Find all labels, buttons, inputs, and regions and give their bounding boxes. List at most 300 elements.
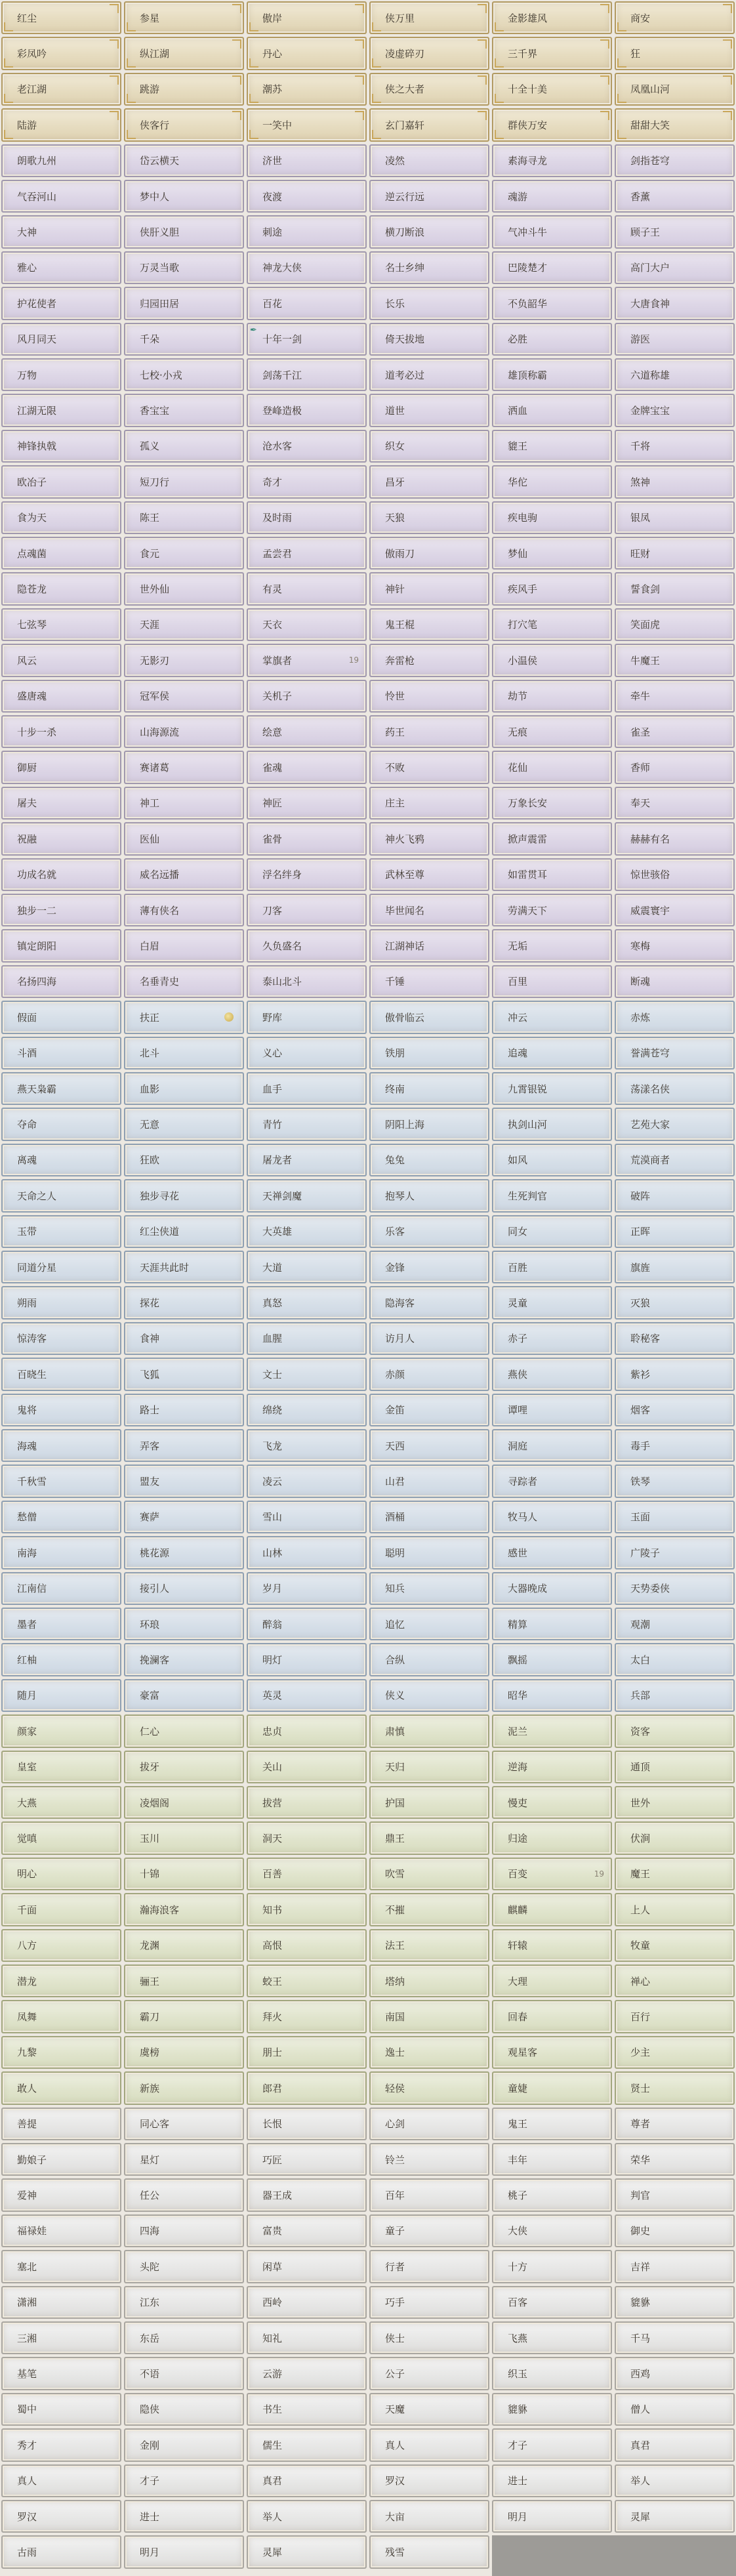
title-cell[interactable] <box>124 1893 244 1926</box>
title-cell[interactable] <box>369 1394 489 1426</box>
title-cell[interactable] <box>247 1643 367 1676</box>
title-cell[interactable] <box>247 2250 367 2283</box>
title-cell[interactable] <box>369 2428 489 2461</box>
title-cell[interactable] <box>369 1358 489 1390</box>
title-cell[interactable] <box>1 787 121 820</box>
title-cell[interactable] <box>369 2000 489 2033</box>
title-cell[interactable] <box>124 465 244 498</box>
title-cell[interactable] <box>492 858 612 891</box>
title-cell[interactable] <box>369 1501 489 1533</box>
title-cell[interactable] <box>1 465 121 498</box>
title-cell[interactable] <box>369 1536 489 1569</box>
title-cell[interactable] <box>1 394 121 426</box>
title-cell[interactable] <box>124 501 244 534</box>
title-cell[interactable] <box>615 465 735 498</box>
title-cell[interactable] <box>124 1394 244 1426</box>
title-cell[interactable] <box>492 2143 612 2176</box>
title-cell[interactable] <box>124 1714 244 1747</box>
title-cell[interactable] <box>247 1572 367 1605</box>
title-cell[interactable] <box>615 287 735 320</box>
title-cell[interactable] <box>1 1251 121 1283</box>
title-cell[interactable] <box>369 323 489 356</box>
title-cell[interactable] <box>1 1286 121 1319</box>
title-cell[interactable] <box>615 1643 735 1676</box>
title-cell[interactable] <box>124 929 244 962</box>
title-cell[interactable] <box>124 1358 244 1390</box>
title-cell[interactable] <box>369 644 489 676</box>
title-cell[interactable] <box>615 1608 735 1640</box>
title-cell[interactable] <box>247 894 367 926</box>
title-cell[interactable] <box>615 894 735 926</box>
title-cell[interactable] <box>615 1821 735 1854</box>
title-cell[interactable] <box>492 787 612 820</box>
title-cell[interactable] <box>492 2357 612 2390</box>
title-cell[interactable] <box>124 2036 244 2069</box>
title-cell[interactable] <box>615 2250 735 2283</box>
title-cell[interactable] <box>615 2464 735 2497</box>
title-cell[interactable] <box>369 1751 489 1783</box>
title-cell[interactable] <box>1 2071 121 2104</box>
title-cell[interactable] <box>1 1572 121 1605</box>
title-cell[interactable] <box>492 501 612 534</box>
title-cell[interactable] <box>615 1786 735 1819</box>
title-cell[interactable] <box>492 215 612 248</box>
title-cell[interactable] <box>1 1714 121 1747</box>
title-cell[interactable] <box>1 1751 121 1783</box>
title-cell[interactable] <box>615 1037 735 1070</box>
title-cell[interactable] <box>124 108 244 141</box>
title-cell[interactable] <box>615 2071 735 2104</box>
title-cell[interactable] <box>1 180 121 213</box>
title-cell[interactable] <box>1 501 121 534</box>
title-cell[interactable] <box>247 1215 367 1248</box>
title-cell[interactable] <box>369 1001 489 1033</box>
title-cell[interactable] <box>247 323 367 356</box>
title-cell[interactable] <box>492 465 612 498</box>
title-cell[interactable] <box>492 323 612 356</box>
title-cell[interactable] <box>247 1501 367 1533</box>
title-cell[interactable] <box>1 894 121 926</box>
title-cell[interactable] <box>369 1072 489 1105</box>
title-cell[interactable] <box>492 1643 612 1676</box>
title-cell[interactable] <box>124 858 244 891</box>
title-cell[interactable] <box>1 108 121 141</box>
title-cell[interactable] <box>369 787 489 820</box>
title-cell[interactable] <box>124 2464 244 2497</box>
title-cell[interactable] <box>369 215 489 248</box>
title-cell[interactable] <box>615 144 735 177</box>
title-cell[interactable] <box>615 1251 735 1283</box>
title-cell[interactable] <box>124 1858 244 1890</box>
title-cell[interactable] <box>1 73 121 106</box>
title-cell[interactable] <box>1 1858 121 1890</box>
title-cell[interactable] <box>247 644 367 676</box>
title-cell[interactable] <box>369 1821 489 1854</box>
title-cell[interactable] <box>1 2428 121 2461</box>
title-cell[interactable] <box>247 215 367 248</box>
title-cell[interactable] <box>369 430 489 463</box>
title-cell[interactable] <box>1 929 121 962</box>
title-cell[interactable] <box>247 1679 367 1712</box>
title-cell[interactable] <box>492 251 612 284</box>
title-cell[interactable] <box>369 1215 489 1248</box>
title-cell[interactable] <box>369 501 489 534</box>
title-cell[interactable] <box>492 1679 612 1712</box>
title-cell[interactable] <box>615 323 735 356</box>
title-cell[interactable] <box>615 2428 735 2461</box>
title-cell[interactable] <box>615 215 735 248</box>
title-cell[interactable] <box>615 1072 735 1105</box>
title-cell[interactable] <box>369 1179 489 1212</box>
title-cell[interactable] <box>247 1465 367 1497</box>
title-cell[interactable] <box>124 715 244 748</box>
title-cell[interactable] <box>124 1751 244 1783</box>
title-cell[interactable] <box>369 1893 489 1926</box>
title-cell[interactable] <box>615 715 735 748</box>
title-cell[interactable] <box>124 1286 244 1319</box>
title-cell[interactable] <box>124 1 244 34</box>
title-cell[interactable] <box>615 1 735 34</box>
title-cell[interactable] <box>247 1322 367 1355</box>
title-cell[interactable] <box>492 2250 612 2283</box>
title-cell[interactable] <box>247 144 367 177</box>
title-cell[interactable] <box>247 1144 367 1176</box>
title-cell[interactable] <box>1 537 121 570</box>
title-cell[interactable] <box>615 358 735 391</box>
title-cell[interactable] <box>247 73 367 106</box>
title-cell[interactable] <box>492 929 612 962</box>
title-cell[interactable] <box>1 215 121 248</box>
title-cell[interactable] <box>492 894 612 926</box>
title-cell[interactable] <box>1 1001 121 1033</box>
title-cell[interactable] <box>615 1108 735 1140</box>
title-cell[interactable] <box>615 1714 735 1747</box>
title-cell[interactable] <box>615 251 735 284</box>
title-cell[interactable] <box>247 1 367 34</box>
title-cell[interactable] <box>369 965 489 998</box>
title-cell[interactable] <box>1 2178 121 2211</box>
title-cell[interactable] <box>369 1108 489 1140</box>
title-cell[interactable] <box>124 680 244 713</box>
title-cell[interactable] <box>1 680 121 713</box>
title-cell[interactable] <box>124 1821 244 1854</box>
title-cell[interactable] <box>247 715 367 748</box>
title-cell[interactable] <box>492 108 612 141</box>
title-cell[interactable] <box>247 358 367 391</box>
title-cell[interactable] <box>124 37 244 70</box>
title-cell[interactable] <box>492 2108 612 2140</box>
title-cell[interactable] <box>615 1394 735 1426</box>
title-cell[interactable] <box>492 2071 612 2104</box>
title-cell[interactable] <box>1 822 121 855</box>
title-cell[interactable] <box>369 2500 489 2533</box>
title-cell[interactable] <box>124 1501 244 1533</box>
title-cell[interactable] <box>615 1572 735 1605</box>
title-cell[interactable] <box>1 1608 121 1640</box>
title-cell[interactable] <box>1 1536 121 1569</box>
title-cell[interactable] <box>1 2535 121 2568</box>
title-cell[interactable] <box>124 1608 244 1640</box>
title-cell[interactable] <box>247 965 367 998</box>
title-cell[interactable] <box>124 1536 244 1569</box>
title-cell[interactable] <box>247 1001 367 1033</box>
title-cell[interactable] <box>369 1465 489 1497</box>
title-cell[interactable] <box>124 1679 244 1712</box>
title-cell[interactable] <box>247 465 367 498</box>
title-cell[interactable] <box>492 430 612 463</box>
title-cell[interactable] <box>124 215 244 248</box>
title-cell[interactable] <box>492 1215 612 1248</box>
title-cell[interactable] <box>492 2464 612 2497</box>
title-cell[interactable] <box>247 1536 367 1569</box>
title-cell[interactable] <box>615 1751 735 1783</box>
title-cell[interactable] <box>369 2214 489 2247</box>
title-cell[interactable] <box>369 1572 489 1605</box>
title-cell[interactable] <box>369 608 489 641</box>
title-cell[interactable] <box>369 1643 489 1676</box>
title-cell[interactable] <box>615 1679 735 1712</box>
title-cell[interactable] <box>247 1358 367 1390</box>
title-cell[interactable] <box>369 822 489 855</box>
title-cell[interactable] <box>492 73 612 106</box>
title-cell[interactable] <box>1 1429 121 1462</box>
title-cell[interactable] <box>124 73 244 106</box>
title-cell[interactable] <box>1 251 121 284</box>
title-cell[interactable] <box>492 1 612 34</box>
title-cell[interactable] <box>492 2428 612 2461</box>
title-cell[interactable] <box>247 1608 367 1640</box>
title-cell[interactable] <box>124 822 244 855</box>
title-cell[interactable] <box>247 680 367 713</box>
title-cell[interactable] <box>1 2393 121 2426</box>
title-cell[interactable] <box>492 644 612 676</box>
title-cell[interactable] <box>492 1536 612 1569</box>
title-cell[interactable] <box>492 1608 612 1640</box>
title-cell[interactable] <box>124 1465 244 1497</box>
title-cell[interactable] <box>492 751 612 783</box>
title-cell[interactable] <box>1 2357 121 2390</box>
title-cell[interactable] <box>369 2321 489 2354</box>
title-cell[interactable] <box>124 1572 244 1605</box>
title-cell[interactable] <box>369 358 489 391</box>
title-cell[interactable] <box>247 1251 367 1283</box>
title-cell[interactable] <box>369 858 489 891</box>
title-cell[interactable] <box>369 108 489 141</box>
title-cell[interactable] <box>369 180 489 213</box>
title-cell[interactable] <box>247 2214 367 2247</box>
title-cell[interactable] <box>492 1394 612 1426</box>
title-cell[interactable] <box>492 2500 612 2533</box>
title-cell[interactable] <box>1 2108 121 2140</box>
title-cell[interactable] <box>492 1964 612 1997</box>
title-cell[interactable] <box>615 180 735 213</box>
title-cell[interactable] <box>247 572 367 605</box>
title-cell[interactable] <box>369 1714 489 1747</box>
title-cell[interactable] <box>369 1144 489 1176</box>
title-cell[interactable] <box>492 1465 612 1497</box>
title-cell[interactable] <box>615 1322 735 1355</box>
title-cell[interactable] <box>492 715 612 748</box>
title-cell[interactable] <box>615 751 735 783</box>
title-cell[interactable] <box>492 1821 612 1854</box>
title-cell[interactable] <box>247 37 367 70</box>
title-cell[interactable] <box>124 1001 244 1033</box>
title-cell[interactable] <box>247 2000 367 2033</box>
title-cell[interactable] <box>247 2500 367 2533</box>
title-cell[interactable] <box>124 1786 244 1819</box>
title-cell[interactable] <box>492 2321 612 2354</box>
title-cell[interactable] <box>124 2535 244 2568</box>
title-cell[interactable] <box>615 537 735 570</box>
title-cell[interactable] <box>492 2214 612 2247</box>
title-cell[interactable] <box>247 2036 367 2069</box>
title-cell[interactable] <box>492 680 612 713</box>
title-cell[interactable] <box>492 2286 612 2319</box>
title-cell[interactable] <box>1 1037 121 1070</box>
title-cell[interactable] <box>369 144 489 177</box>
title-cell[interactable] <box>247 180 367 213</box>
title-cell[interactable] <box>1 1394 121 1426</box>
title-cell[interactable] <box>369 894 489 926</box>
title-cell[interactable] <box>1 323 121 356</box>
title-cell[interactable] <box>1 1501 121 1533</box>
title-cell[interactable] <box>247 2321 367 2354</box>
title-cell[interactable] <box>1 751 121 783</box>
title-cell[interactable] <box>1 608 121 641</box>
title-cell[interactable] <box>124 323 244 356</box>
title-cell[interactable] <box>369 1037 489 1070</box>
title-cell[interactable] <box>247 1037 367 1070</box>
title-cell[interactable] <box>247 2143 367 2176</box>
title-cell[interactable] <box>1 1929 121 1962</box>
title-cell[interactable] <box>492 1001 612 1033</box>
title-cell[interactable] <box>615 2178 735 2211</box>
title-cell[interactable] <box>492 1858 612 1890</box>
title-cell[interactable] <box>492 965 612 998</box>
title-cell[interactable] <box>492 144 612 177</box>
title-cell[interactable] <box>492 572 612 605</box>
title-cell[interactable] <box>369 2108 489 2140</box>
title-cell[interactable] <box>615 394 735 426</box>
title-cell[interactable] <box>369 2178 489 2211</box>
title-cell[interactable] <box>124 2108 244 2140</box>
title-cell[interactable] <box>369 1429 489 1462</box>
title-cell[interactable] <box>615 1929 735 1962</box>
title-cell[interactable] <box>247 751 367 783</box>
title-cell[interactable] <box>492 1714 612 1747</box>
title-cell[interactable] <box>369 1322 489 1355</box>
title-cell[interactable] <box>615 2357 735 2390</box>
title-cell[interactable] <box>247 2535 367 2568</box>
title-cell[interactable] <box>492 1501 612 1533</box>
title-cell[interactable] <box>492 1429 612 1462</box>
title-cell[interactable] <box>615 1286 735 1319</box>
title-cell[interactable] <box>247 1751 367 1783</box>
title-cell[interactable] <box>1 1072 121 1105</box>
title-cell[interactable] <box>492 394 612 426</box>
title-cell[interactable] <box>124 180 244 213</box>
title-cell[interactable] <box>369 1251 489 1283</box>
title-cell[interactable] <box>369 1286 489 1319</box>
title-cell[interactable] <box>492 2393 612 2426</box>
title-cell[interactable] <box>124 2500 244 2533</box>
title-cell[interactable] <box>247 1821 367 1854</box>
title-cell[interactable] <box>615 1858 735 1890</box>
title-cell[interactable] <box>124 394 244 426</box>
title-cell[interactable] <box>247 2464 367 2497</box>
title-cell[interactable] <box>124 1251 244 1283</box>
title-cell[interactable] <box>369 680 489 713</box>
title-cell[interactable] <box>492 1072 612 1105</box>
title-cell[interactable] <box>247 1858 367 1890</box>
title-cell[interactable] <box>492 1751 612 1783</box>
title-cell[interactable] <box>369 394 489 426</box>
title-cell[interactable] <box>615 2036 735 2069</box>
title-cell[interactable] <box>247 1108 367 1140</box>
title-cell[interactable] <box>615 1358 735 1390</box>
title-cell[interactable] <box>1 2500 121 2533</box>
title-cell[interactable] <box>615 1215 735 1248</box>
title-cell[interactable] <box>124 537 244 570</box>
title-cell[interactable] <box>124 894 244 926</box>
title-cell[interactable] <box>247 1786 367 1819</box>
title-cell[interactable] <box>369 1608 489 1640</box>
title-cell[interactable] <box>615 1893 735 1926</box>
title-cell[interactable] <box>124 2286 244 2319</box>
title-cell[interactable] <box>1 2286 121 2319</box>
title-cell[interactable] <box>247 2428 367 2461</box>
title-cell[interactable] <box>615 608 735 641</box>
title-cell[interactable] <box>1 2036 121 2069</box>
title-cell[interactable] <box>124 1179 244 1212</box>
title-cell[interactable] <box>369 2286 489 2319</box>
title-cell[interactable] <box>615 680 735 713</box>
title-cell[interactable] <box>124 2214 244 2247</box>
title-cell[interactable] <box>1 144 121 177</box>
title-cell[interactable] <box>615 1536 735 1569</box>
title-cell[interactable] <box>615 2500 735 2533</box>
title-cell[interactable] <box>615 1501 735 1533</box>
title-cell[interactable] <box>615 73 735 106</box>
title-cell[interactable] <box>124 2357 244 2390</box>
title-cell[interactable] <box>615 2286 735 2319</box>
title-cell[interactable] <box>492 1251 612 1283</box>
title-cell[interactable] <box>369 2535 489 2568</box>
title-cell[interactable] <box>492 822 612 855</box>
title-cell[interactable] <box>124 430 244 463</box>
title-cell[interactable] <box>1 1358 121 1390</box>
title-cell[interactable] <box>1 965 121 998</box>
title-cell[interactable] <box>615 2393 735 2426</box>
title-cell[interactable] <box>1 1964 121 1997</box>
title-cell[interactable] <box>369 572 489 605</box>
title-cell[interactable] <box>1 1893 121 1926</box>
title-cell[interactable] <box>1 1786 121 1819</box>
title-cell[interactable] <box>492 1286 612 1319</box>
title-cell[interactable] <box>615 572 735 605</box>
title-cell[interactable] <box>369 1929 489 1962</box>
title-cell[interactable] <box>247 2286 367 2319</box>
title-cell[interactable] <box>492 287 612 320</box>
title-cell[interactable] <box>492 358 612 391</box>
title-cell[interactable] <box>369 1964 489 1997</box>
title-cell[interactable] <box>615 1001 735 1033</box>
title-cell[interactable] <box>1 2464 121 2497</box>
title-cell[interactable] <box>492 1893 612 1926</box>
title-cell[interactable] <box>369 2036 489 2069</box>
title-cell[interactable] <box>247 1714 367 1747</box>
title-cell[interactable] <box>124 1108 244 1140</box>
